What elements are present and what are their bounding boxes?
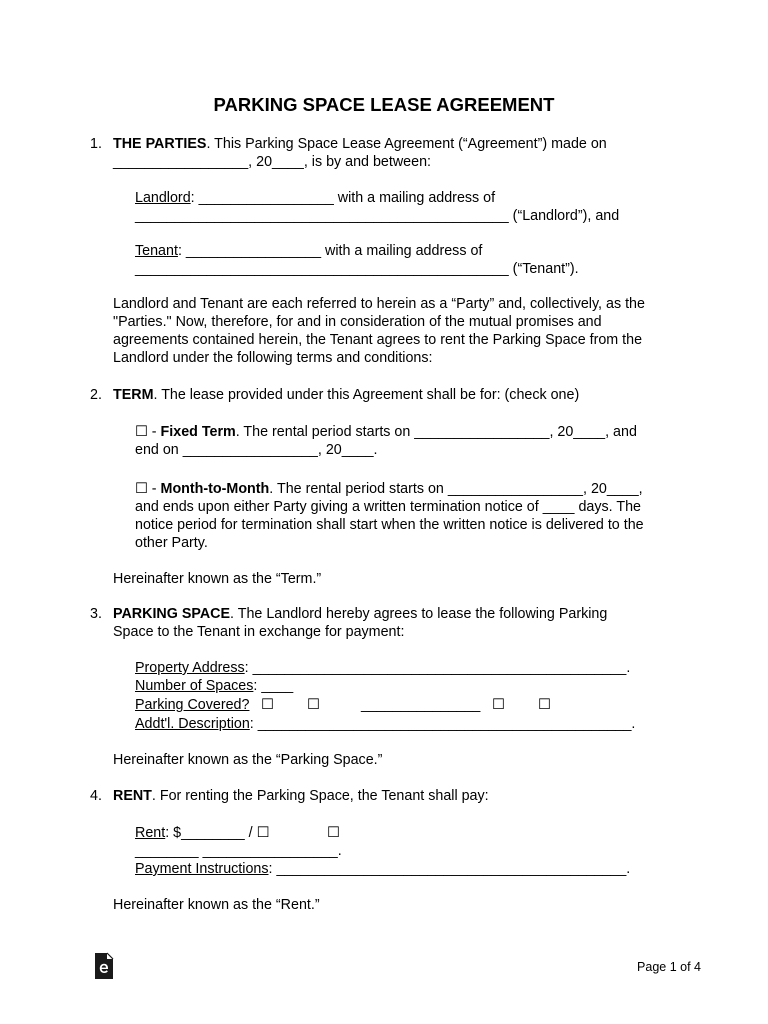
landlord-line-2: _______________________________________________ (“Landlord”), and [135, 208, 620, 224]
fixed-term-line-1 [135, 423, 637, 441]
section-2-line-1 [113, 386, 579, 404]
parties-paragraph-line-3: agreements contained herein, the Tenant agrees to rent the Parking Space from the [113, 332, 643, 348]
month-to-month-text: . The rental period starts on _________________, 20____, [269, 481, 643, 497]
section-4-number: 4. [90, 788, 102, 804]
payment-instructions-label: Payment Instructions [135, 861, 269, 877]
section-3-line-2: Space to the Tenant in exchange for payment: [113, 624, 405, 640]
section-1-heading: THE PARTIES [113, 136, 207, 152]
document-logo-icon [92, 952, 116, 980]
tenant-line-2: _______________________________________________ (“Tenant”). [135, 261, 579, 277]
parking-covered-checkbox-2[interactable]: ☐ [307, 697, 320, 713]
number-of-spaces-field: : ____ [253, 678, 294, 694]
section-4-text: . For renting the Parking Space, the Tenant shall pay: [151, 788, 489, 804]
fixed-term-heading: Fixed Term [160, 424, 236, 440]
payment-instructions-field: : ____________________________________________. [268, 861, 631, 877]
fixed-term-text: . The rental period starts on _________________, 20____, and [235, 424, 637, 440]
rent-period-checkbox-2[interactable]: ☐ [327, 825, 340, 841]
page-number: Page 1 of 4 [637, 960, 701, 974]
section-3-number: 3. [90, 606, 102, 622]
parking-covered-label: Parking Covered? [135, 697, 250, 713]
section-1-text: . This Parking Space Lease Agreement (“Agreement”) made on [206, 136, 607, 152]
month-to-month-heading: Month-to-Month [160, 481, 270, 497]
additional-description-field: : _______________________________________________. [249, 716, 636, 732]
property-address-row [135, 659, 630, 677]
section-3-line-1 [113, 605, 607, 623]
property-address-label: Property Address [135, 660, 245, 676]
parking-covered-checkbox-3[interactable]: ☐ [492, 697, 505, 713]
month-to-month-line-3: notice period for termination shall start when the written notice is delivered to the [135, 517, 644, 533]
fixed-term-checkbox[interactable]: ☐ - [135, 424, 161, 440]
number-of-spaces-row [135, 677, 293, 695]
parking-covered-checkbox-1[interactable]: ☐ [261, 697, 274, 713]
section-3-heading: PARKING SPACE [113, 606, 231, 622]
section-2-heading: TERM [113, 387, 154, 403]
tenant-label: Tenant [135, 243, 178, 259]
section-4-line-1 [113, 787, 489, 805]
landlord-label: Landlord [135, 190, 191, 206]
fixed-term-line-2: end on _________________, 20____. [135, 442, 378, 458]
payment-instructions-row [135, 860, 630, 878]
rent-blank-line: ________ _________________. [135, 843, 342, 859]
landlord-line-1 [135, 189, 495, 207]
parties-paragraph-line-1: Landlord and Tenant are each referred to herein as a “Party” and, collectively, as the [113, 296, 645, 312]
rent-field: : $________ / ☐ [165, 825, 270, 841]
landlord-field: : _________________ with a mailing address of [190, 190, 496, 206]
month-to-month-line-1 [135, 480, 643, 498]
month-to-month-line-4: other Party. [135, 535, 208, 551]
section-1-line-1 [113, 135, 607, 153]
section-1-number: 1. [90, 136, 102, 152]
section-2-number: 2. [90, 387, 102, 403]
tenant-line-1 [135, 242, 482, 260]
parties-paragraph-line-2: "Parties." Now, therefore, for and in consideration of the mutual promises and [113, 314, 602, 330]
month-to-month-line-2: and ends upon either Party giving a written termination notice of ____ days. The [135, 499, 641, 515]
additional-description-label: Addt'l. Description [135, 716, 250, 732]
rent-known-as: Hereinafter known as the “Rent.” [113, 897, 320, 913]
tenant-field: : _________________ with a mailing address of [177, 243, 483, 259]
rent-label: Rent [135, 825, 166, 841]
number-of-spaces-label: Number of Spaces [135, 678, 254, 694]
section-4-heading: RENT [113, 788, 152, 804]
rent-row [135, 824, 269, 842]
section-1-line-2: _________________, 20____, is by and between: [113, 154, 431, 170]
month-to-month-checkbox[interactable]: ☐ - [135, 481, 161, 497]
additional-description-row [135, 715, 635, 733]
term-known-as: Hereinafter known as the “Term.” [113, 571, 322, 587]
parking-covered-other-field: _______________ [361, 697, 481, 713]
property-address-field: : _______________________________________________. [244, 660, 631, 676]
parking-space-known-as: Hereinafter known as the “Parking Space.” [113, 752, 383, 768]
parking-covered-row [135, 696, 249, 714]
section-2-text: . The lease provided under this Agreement shall be for: (check one) [153, 387, 580, 403]
parking-covered-checkbox-4[interactable]: ☐ [538, 697, 551, 713]
section-3-text: . The Landlord hereby agrees to lease the following Parking [230, 606, 608, 622]
parties-paragraph-line-4: Landlord under the following terms and conditions: [113, 350, 433, 366]
document-title: PARKING SPACE LEASE AGREEMENT [213, 94, 555, 115]
